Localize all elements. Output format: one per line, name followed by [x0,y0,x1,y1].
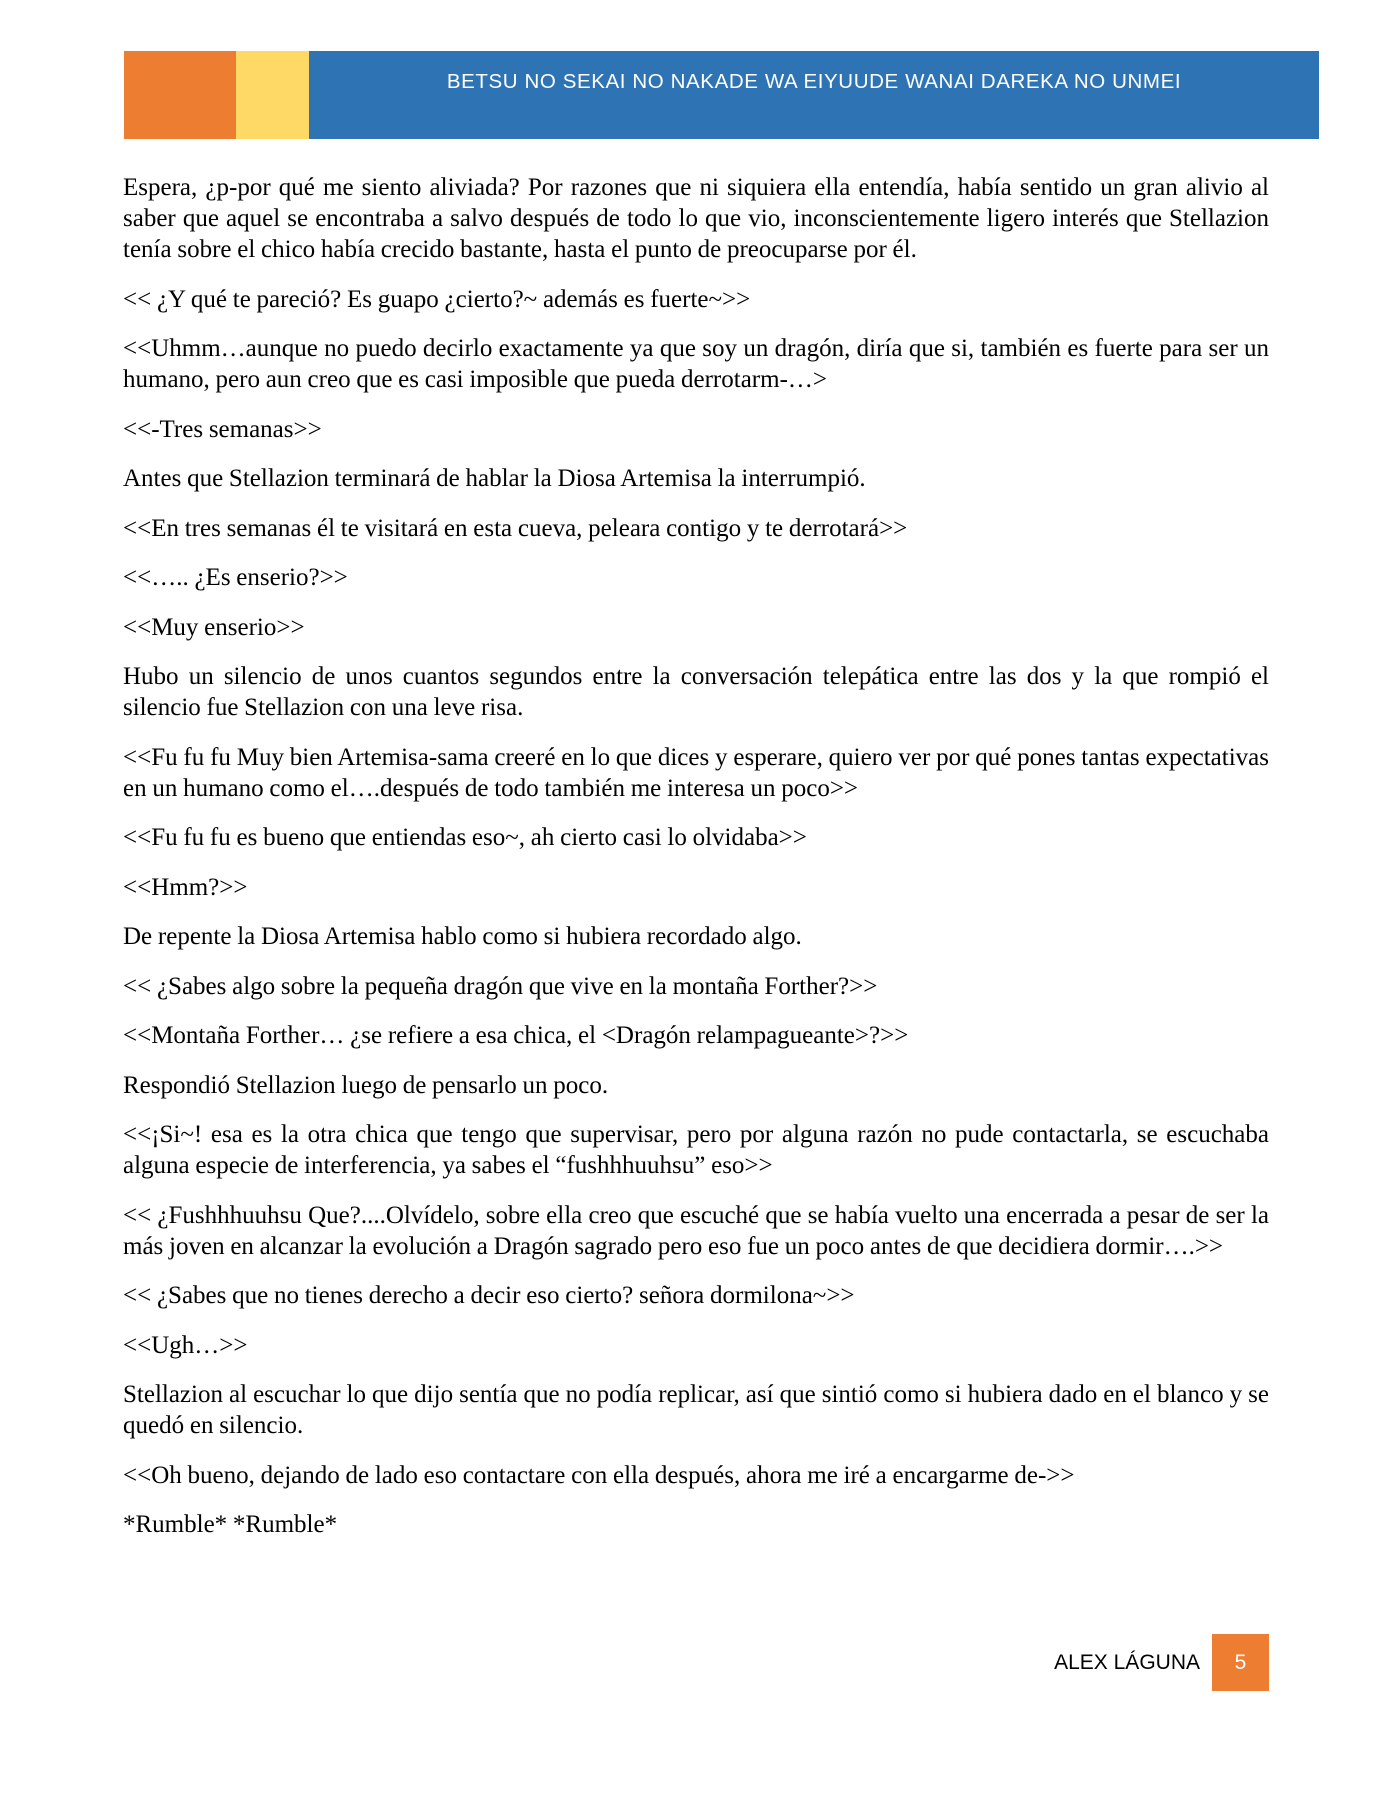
paragraph: <<En tres semanas él te visitará en esta cueva, peleara contigo y te derrotará>> [123,514,908,542]
page-number-badge [1212,1634,1269,1691]
paragraph: <<Hmm?>> [123,873,248,901]
header-title: BETSU NO SEKAI NO NAKADE WA EIYUUDE WANAI DAREKA NO UNMEI [446,70,1182,93]
paragraph: Espera, ¿p-por qué me siento aliviada? Por razones que ni siquiera ella entendía, había sentido un gran alivio al saber que aquel se encontraba a salvo después de todo lo que vio, inconscientemente ligero interés que Stellazion tenía sobre el chico había crecido bastante, hasta el punto de preocuparse por él. [123,174,1269,263]
paragraph: Hubo un silencio de unos cuantos segundos entre la conversación telepática entre las dos y la que rompió el silencio fue Stellazion con una leve risa. [123,663,1269,721]
header-orange-block [124,51,236,139]
header-yellow-block [236,51,309,139]
paragraph: Antes que Stellazion terminará de hablar la Diosa Artemisa la interrumpió. [123,465,866,492]
paragraph: <<Ugh…>> [123,1331,248,1359]
paragraph: << ¿Sabes que no tienes derecho a decir eso cierto? señora dormilona~>> [123,1282,855,1309]
paragraph: Respondió Stellazion luego de pensarlo un poco. [123,1071,609,1099]
paragraph: <<Uhmm…aunque no puedo decirlo exactamente ya que soy un dragón, diría que si, también es fuerte para ser un humano, pero aun creo que es casi imposible que pueda derrotarm-…> [123,335,1269,393]
page-number: 5 [1234,1650,1247,1674]
paragraph: <<Montaña Forther… ¿se refiere a esa chica, el <Dragón relampagueante>?>> [123,1022,909,1049]
paragraph: <<Muy enserio>> [123,613,305,641]
page-footer [1054,1634,1269,1691]
paragraph: <<Fu fu fu Muy bien Artemisa-sama creeré en lo que dices y esperare, quiero ver por qué pones tantas expectativas en un humano como el….después de todo también me interesa un poco>> [123,743,1269,802]
header-title-bar [309,51,1319,139]
paragraph: << ¿Fushhhuuhsu Que?....Olvídelo, sobre ella creo que escuché que se había vuelto una encerrada a pesar de ser la más joven en alcanzar la evolución a Dragón sagrado pero eso fue un poco antes de que decidiera dormir….>> [123,1201,1269,1260]
paragraph: << ¿Sabes algo sobre la pequeña dragón que vive en la montaña Forther?>> [123,972,878,1000]
paragraph: <<….. ¿Es enserio?>> [123,564,348,591]
paragraph: << ¿Y qué te pareció? Es guapo ¿cierto?~ además es fuerte~>> [123,285,751,313]
page-header [124,51,1319,139]
paragraph: Stellazion al escuchar lo que dijo sentía que no podía replicar, así que sintió como si hubiera dado en el blanco y se quedó en silencio. [123,1381,1269,1439]
paragraph: De repente la Diosa Artemisa hablo como si hubiera recordado algo. [123,923,802,950]
footer-author: ALEX LÁGUNA [1054,1650,1200,1674]
paragraph: <<Oh bueno, dejando de lado eso contactare con ella después, ahora me iré a encargarme de->> [123,1461,1075,1489]
paragraph: <<-Tres semanas>> [123,415,322,443]
paragraph: <<¡Si~! esa es la otra chica que tengo que supervisar, pero por alguna razón no pude contactarla, se escuchaba alguna especie de interferencia, ya sabes el “fushhhuuhsu” eso>> [123,1121,1269,1179]
paragraph: *Rumble* *Rumble* [123,1511,338,1538]
document-body [123,172,1269,1559]
paragraph: <<Fu fu fu es bueno que entiendas eso~, ah cierto casi lo olvidaba>> [123,824,807,851]
